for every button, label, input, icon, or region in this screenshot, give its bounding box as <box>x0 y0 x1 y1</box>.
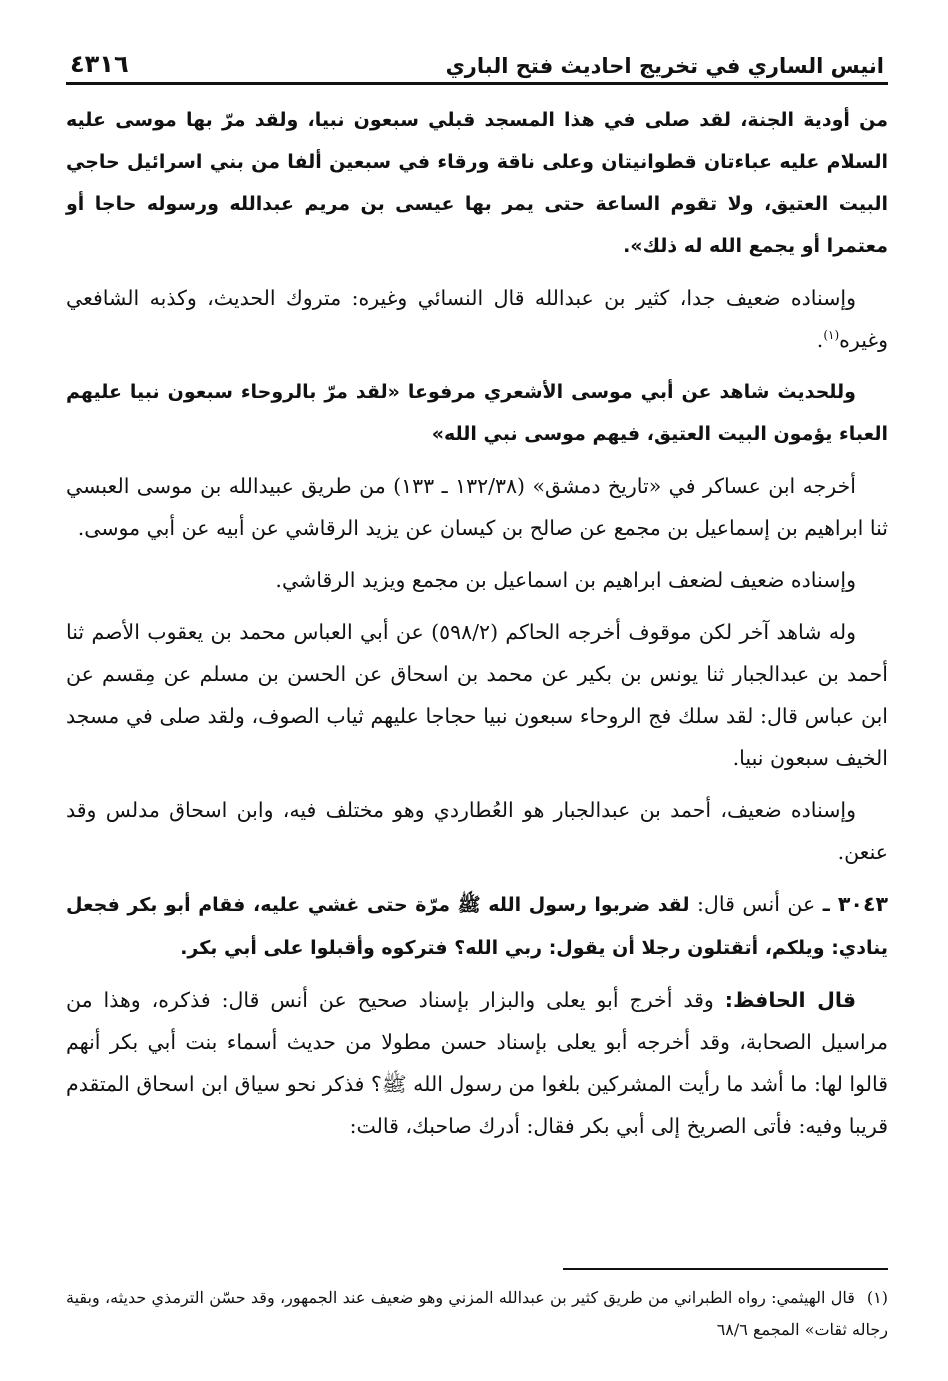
hadith-text: لقد ضربوا رسول الله ﷺ مرّة حتى غشي عليه، فقام أبو بكر فجعل ينادي: ويلكم، أتقتلون رجلا أن يقول: ربي الله؟ فتركوه وأقبلوا على أبي بكر. <box>66 894 888 959</box>
takhrij-paragraph: أخرجه ابن عساكر في «تاريخ دمشق» (١٣٢/٣٨ ـ ١٣٣) من طريق عبيدالله بن موسى العبسي ثنا ابراهيم بن إسماعيل بن مجمع عن صالح بن كيسان عن يزيد الرقاشي عن أبيه عن أبي موسى. <box>66 474 888 540</box>
isnad-commentary-1-end: . <box>816 328 824 352</box>
footnote-text: قال الهيثمي: رواه الطبراني من طريق كثير بن عبدالله المزني وهو ضعيف عند الجمهور، وقد حسّن الترمذي حديثه، وبقية رجاله ثقات» المجمع ٦٨/٦ <box>66 1288 888 1339</box>
page-body <box>66 99 888 1147</box>
running-title: انيس الساري في تخريج احاديث فتح الباري <box>445 54 884 78</box>
isnad-commentary-3: وإسناده ضعيف، أحمد بن عبدالجبار هو العُطاردي وهو مختلف فيه، وابن اسحاق مدلس وقد عنعن. <box>66 798 888 864</box>
hafiz-label: قال الحافظ: <box>724 988 856 1012</box>
footnote-reference: (١) <box>823 328 840 343</box>
hadith-intro: عن أنس قال: <box>697 892 816 916</box>
witness-hadith: وللحديث شاهد عن أبي موسى الأشعري مرفوعا «لقد مرّ بالروحاء سبعون نبيا عليهم العباء يؤمون البيت العتيق، فيهم موسى نبي الله» <box>66 381 888 445</box>
page-number: ٤٣١٦ <box>70 50 129 78</box>
page-header <box>66 40 888 85</box>
hadith-3043 <box>66 883 888 969</box>
footnote-separator <box>563 1268 888 1270</box>
isnad-commentary-2: وإسناده ضعيف لضعف ابراهيم بن اسماعيل بن مجمع ويزيد الرقاشي. <box>275 568 856 592</box>
hafiz-commentary <box>66 979 888 1147</box>
isnad-commentary-1-text: وإسناده ضعيف جدا، كثير بن عبدالله قال النسائي وغيره: متروك الحديث، وكذبه الشافعي وغيره <box>66 286 888 352</box>
hafiz-text: وقد أخرج أبو يعلى والبزار بإسناد صحيح عن أنس قال: فذكره، وهذا من مراسيل الصحابة، وقد أخرجه أبو يعلى بإسناد حسن مطولا من حديث أسماء بنت أبي بكر أنهم قالوا لها: ما أشد ما رأيت المشركين بلغوا من رسول الله ﷺ؟ فذكر نحو سياق ابن اسحاق المتقدم قريبا وفيه: فأتى الصريخ إلى أبي بكر فقال: أدرك صاحبك، قالت: <box>66 988 888 1138</box>
document-page <box>66 40 888 1341</box>
footnote-mark: (١) <box>866 1288 889 1307</box>
hadith-number: ٣٠٤٣ ـ <box>822 892 888 916</box>
footnote <box>66 1282 888 1346</box>
hadith-continuation: من أودية الجنة، لقد صلى في هذا المسجد قبلي سبعون نبيا، ولقد مرّ بها موسى عليه السلام عليه عباءتان قطوانيتان وعلى ناقة ورقاء في سبعين ألفا من بني اسرائيل حاجي البيت العتيق، ولا تقوم الساعة حتى يمر بها عيسى بن مريم عبدالله ورسوله حاجا أو معتمرا أو يجمع الله له ذلك». <box>66 109 888 257</box>
second-witness: وله شاهد آخر لكن موقوف أخرجه الحاكم (٥٩٨/٢) عن أبي العباس محمد بن يعقوب الأصم ثنا أحمد بن عبدالجبار ثنا يونس بن بكير عن محمد بن اسحاق عن الحسن بن مسلم عن مِقسم عن ابن عباس قال: لقد سلك فج الروحاء سبعون نبيا حجاجا عليهم ثياب الصوف، ولقد صلى في مسجد الخيف سبعون نبيا. <box>66 620 888 770</box>
isnad-commentary-1 <box>66 277 888 361</box>
